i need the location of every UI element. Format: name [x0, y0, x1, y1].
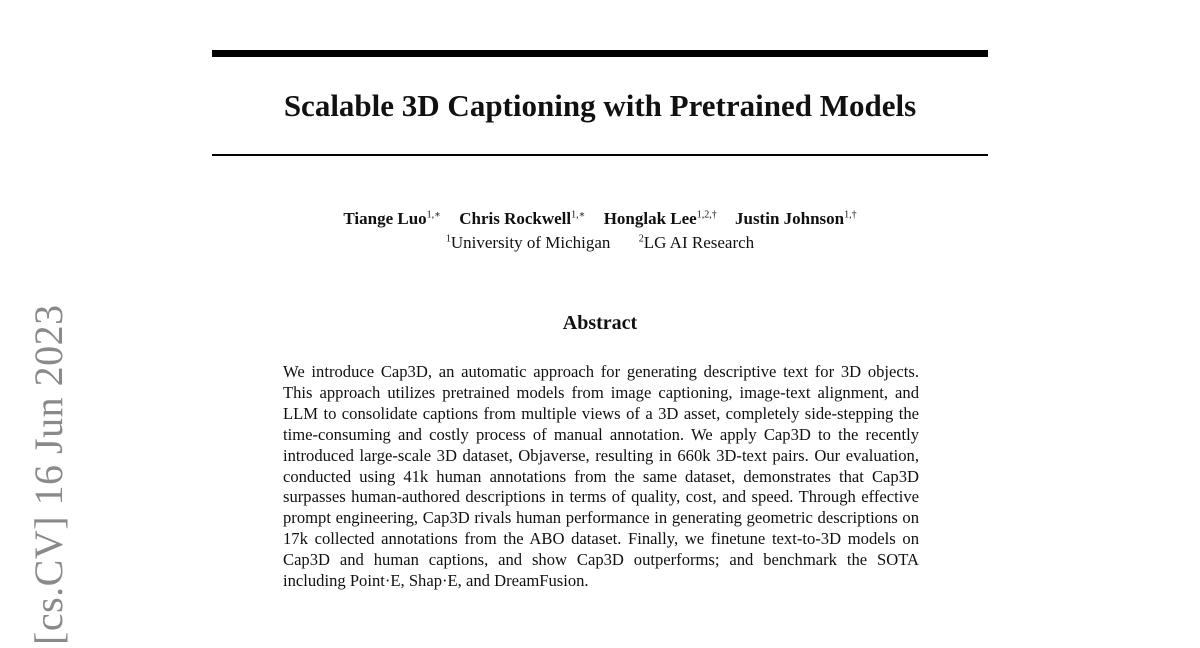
paper-title: Scalable 3D Captioning with Pretrained Models — [283, 88, 917, 123]
arxiv-side-stamp: [cs.CV] 16 Jun 2023 — [26, 304, 71, 645]
author-1 — [343, 209, 441, 228]
affiliation-1 — [446, 233, 611, 252]
affiliation-name: University of Michigan — [450, 233, 611, 252]
author-name: Tiange Luo — [343, 209, 427, 228]
title-bottom-rule — [212, 154, 988, 156]
affiliation-name: LG AI Research — [643, 233, 755, 252]
author-marks: 1,† — [844, 209, 857, 221]
affiliation-list — [212, 232, 988, 254]
affiliation-2 — [639, 233, 754, 252]
affiliation-mark: 1 — [445, 233, 451, 245]
abstract-heading: Abstract — [562, 312, 638, 334]
author-list — [212, 208, 988, 230]
author-3 — [604, 209, 717, 228]
author-marks: 1,2,† — [696, 209, 717, 221]
top-rule — [212, 50, 988, 57]
author-marks: 1,∗ — [571, 209, 586, 221]
author-4 — [735, 209, 857, 228]
author-2 — [459, 209, 585, 228]
affiliation-mark: 2 — [638, 233, 644, 245]
author-name: Justin Johnson — [734, 209, 845, 228]
author-name: Honglak Lee — [603, 209, 697, 228]
abstract-text: We introduce Cap3D, an automatic approach for generating descriptive text for 3D objects. This approach utilizes pretrained models from image captioning, image-text alignment, and LLM to consolidate captions from multiple views of a 3D asset, completely side-stepping the time-consuming and costly process of manual annotation. We apply Cap3D to the recently introduced large-scale 3D dataset, Objaverse, resulting in 660k 3D-text pairs. Our evaluation, conducted using 41k human annotations from the same dataset, demonstrates that Cap3D surpasses human-authored descriptions in terms of quality, cost, and speed. Through effective prompt engineering, Cap3D rivals human performance in generating geometric descriptions on 17k collected annotations from the ABO dataset. Finally, we finetune text-to-3D models on Cap3D and human captions, and show Cap3D outperforms; and benchmark the SOTA including Point·E, Shap·E, and DreamFusion. — [283, 362, 919, 591]
author-marks: 1,∗ — [426, 209, 441, 221]
author-name: Chris Rockwell — [459, 209, 572, 228]
